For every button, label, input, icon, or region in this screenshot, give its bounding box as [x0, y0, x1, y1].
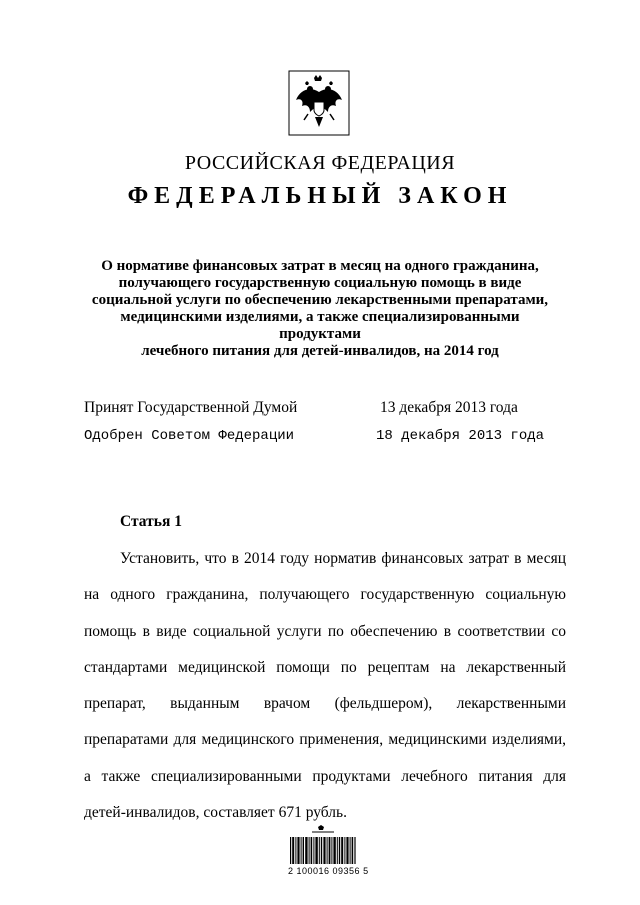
coat-of-arms-icon — [288, 70, 350, 136]
barcode-icon — [288, 825, 358, 865]
article-text: Установить, что в 2014 году норматив финансовых затрат в месяц на одного гражданина, получающего государственную социальную помощь в виде социальной услуги по обеспечению в соответствии со стандартами медицинской помощи по рецептам на лекарственный препарат, выданным врачом (фельдшером), лекарственными препаратами для медицинского применения, медицинскими изделиями, а также специализированными продуктами лечебного питания для детей-инвалидов, составляет 671 рубль. — [84, 550, 566, 822]
barcode-number: 2 100016 09356 5 — [288, 866, 369, 876]
law-title-line: лечебного питания для детей-инвалидов, на 2014 год — [141, 343, 499, 359]
article-title: Статья 1 — [120, 513, 182, 530]
council-approval-label: Одобрен Советом Федерации — [84, 428, 295, 444]
country-name: РОССИЙСКАЯ ФЕДЕРАЦИЯ — [184, 152, 456, 174]
document-type: ФЕДЕРАЛЬНЫЙ ЗАКОН — [127, 183, 513, 209]
council-approval-date: 18 декабря 2013 года — [376, 428, 545, 444]
law-title-line: медицинскими изделиями, а также специализированными продуктами — [120, 309, 520, 342]
law-title-line: получающего государственную социальную помощь в виде — [118, 275, 522, 291]
duma-adoption-date: 13 декабря 2013 года — [380, 399, 518, 416]
law-title-line: О нормативе финансовых затрат в месяц на одного гражданина, — [101, 258, 539, 274]
law-title — [78, 258, 562, 360]
duma-adoption-label: Принят Государственной Думой — [84, 399, 298, 416]
law-title-line: социальной услуги по обеспечению лекарственными препаратами, — [91, 292, 549, 308]
